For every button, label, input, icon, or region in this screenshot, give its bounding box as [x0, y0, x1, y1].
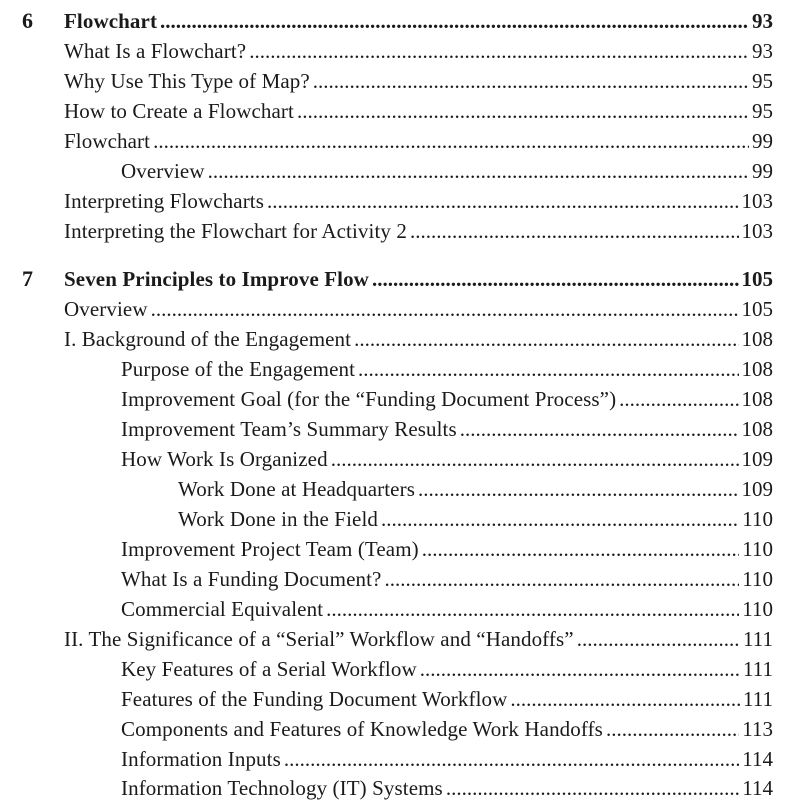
toc-entry-page: 108 — [741, 327, 773, 351]
dot-leader — [619, 384, 738, 414]
toc-entry — [64, 324, 773, 354]
toc-entry-page: 113 — [742, 717, 773, 741]
toc-entry-page: 105 — [741, 297, 773, 321]
toc-entry-title: Overview — [121, 159, 205, 183]
toc-entry-page: 109 — [741, 477, 773, 501]
toc-entry-title: Key Features of a Serial Workflow — [121, 657, 417, 681]
toc-entry-page: 111 — [743, 627, 773, 651]
toc-entry-title: Flowchart — [64, 129, 151, 153]
toc-entry-page: 99 — [752, 159, 773, 183]
dot-leader — [284, 744, 739, 774]
toc-subentry — [121, 354, 773, 384]
toc-entry-page: 105 — [741, 267, 773, 291]
toc-entry-title: Information Technology (IT) Systems — [121, 776, 443, 800]
toc-entry-page: 109 — [741, 447, 773, 471]
toc-subsubentry — [178, 504, 773, 534]
dot-leader — [422, 534, 740, 564]
toc-entry-title: II. The Significance of a “Serial” Workflow and “Handoffs” — [64, 627, 574, 651]
toc-entry-title: What Is a Funding Document? — [121, 567, 382, 591]
toc-subentry — [121, 684, 773, 714]
toc-entry-title: How to Create a Flowchart — [64, 99, 294, 123]
toc-entry-title: Overview — [64, 297, 148, 321]
dot-leader — [331, 444, 739, 474]
toc-entry-title: Information Inputs — [121, 747, 281, 771]
toc-entry-chapter-title — [64, 264, 773, 294]
toc-subentry — [121, 414, 773, 444]
toc-subentry — [121, 564, 773, 594]
chapter-number: 6 — [22, 8, 33, 33]
toc-entry-page: 110 — [742, 507, 773, 531]
dot-leader — [208, 156, 749, 186]
toc-subentry — [121, 156, 773, 186]
toc-entry-chapter-title — [64, 6, 773, 36]
toc-entry-title: Seven Principles to Improve Flow — [64, 267, 369, 291]
dot-leader — [384, 564, 739, 594]
dot-leader — [510, 684, 740, 714]
toc-entry-page: 111 — [743, 687, 773, 711]
toc-entry-title: Improvement Goal (for the “Funding Document Process”) — [121, 387, 617, 411]
dot-leader — [372, 264, 739, 294]
toc-subentry — [121, 714, 773, 744]
toc-entry-title: Why Use This Type of Map? — [64, 69, 310, 93]
toc-entry-title: Improvement Project Team (Team) — [121, 537, 419, 561]
dot-leader — [354, 324, 738, 354]
toc-subsubentry — [178, 474, 773, 504]
toc-entry-title: Improvement Team’s Summary Results — [121, 417, 457, 441]
dot-leader — [420, 654, 740, 684]
chapter-number: 7 — [22, 266, 33, 291]
toc-entry-page: 114 — [742, 747, 773, 771]
toc-entry-page: 108 — [741, 417, 773, 441]
toc-entry — [64, 66, 773, 96]
dot-leader — [410, 216, 739, 246]
toc-entry — [64, 216, 773, 246]
toc-entry-title: Purpose of the Engagement — [121, 357, 356, 381]
toc-entry-title: Work Done at Headquarters — [178, 477, 415, 501]
toc-entry — [64, 624, 773, 654]
toc-entry-title: How Work Is Organized — [121, 447, 328, 471]
dot-leader — [267, 186, 739, 216]
toc-entry-title: Work Done in the Field — [178, 507, 378, 531]
toc-entry-title: I. Background of the Engagement — [64, 327, 352, 351]
dot-leader — [381, 504, 739, 534]
toc-entry-page: 110 — [742, 597, 773, 621]
toc-entry-page: 95 — [752, 69, 773, 93]
toc-entry-page: 95 — [752, 99, 773, 123]
toc-entry-title: Interpreting Flowcharts — [64, 189, 264, 213]
dot-leader — [160, 6, 749, 36]
toc-subentry — [121, 654, 773, 684]
toc-subentry — [121, 384, 773, 414]
toc-entry-page: 99 — [752, 129, 773, 153]
toc-entry-title: Flowchart — [64, 9, 158, 33]
toc-subentry — [121, 773, 773, 803]
toc-entry-page: 108 — [741, 357, 773, 381]
dot-leader — [249, 36, 749, 66]
dot-leader — [151, 294, 739, 324]
dot-leader — [313, 66, 749, 96]
toc-entry-title: Features of the Funding Document Workflow — [121, 687, 508, 711]
dot-leader — [326, 594, 739, 624]
toc-entry — [64, 36, 773, 66]
dot-leader — [606, 714, 739, 744]
toc-subentry — [121, 594, 773, 624]
toc-entry-page: 110 — [742, 537, 773, 561]
toc-entry-title: Components and Features of Knowledge Work Handoffs — [121, 717, 603, 741]
toc-entry-page: 111 — [743, 657, 773, 681]
toc-subentry — [121, 744, 773, 774]
dot-leader — [297, 96, 749, 126]
dot-leader — [446, 773, 739, 803]
toc-entry-page: 114 — [742, 776, 773, 800]
toc-subentry — [121, 534, 773, 564]
dot-leader — [460, 414, 739, 444]
toc-entry-page: 103 — [741, 189, 773, 213]
toc-entry — [64, 126, 773, 156]
toc-entry-page: 93 — [752, 39, 773, 63]
dot-leader — [153, 126, 749, 156]
toc-entry-page: 108 — [741, 387, 773, 411]
toc-entry-title: Commercial Equivalent — [121, 597, 324, 621]
toc-entry — [64, 186, 773, 216]
toc-entry-page: 110 — [742, 567, 773, 591]
toc-entry-page: 103 — [741, 219, 773, 243]
dot-leader — [577, 624, 740, 654]
dot-leader — [358, 354, 738, 384]
toc-subentry — [121, 444, 773, 474]
dot-leader — [418, 474, 739, 504]
toc-entry-title: What Is a Flowchart? — [64, 39, 247, 63]
toc-entry-page: 93 — [752, 9, 773, 33]
toc-entry-title: Interpreting the Flowchart for Activity 2 — [64, 219, 407, 243]
toc-entry — [64, 294, 773, 324]
toc-entry — [64, 96, 773, 126]
